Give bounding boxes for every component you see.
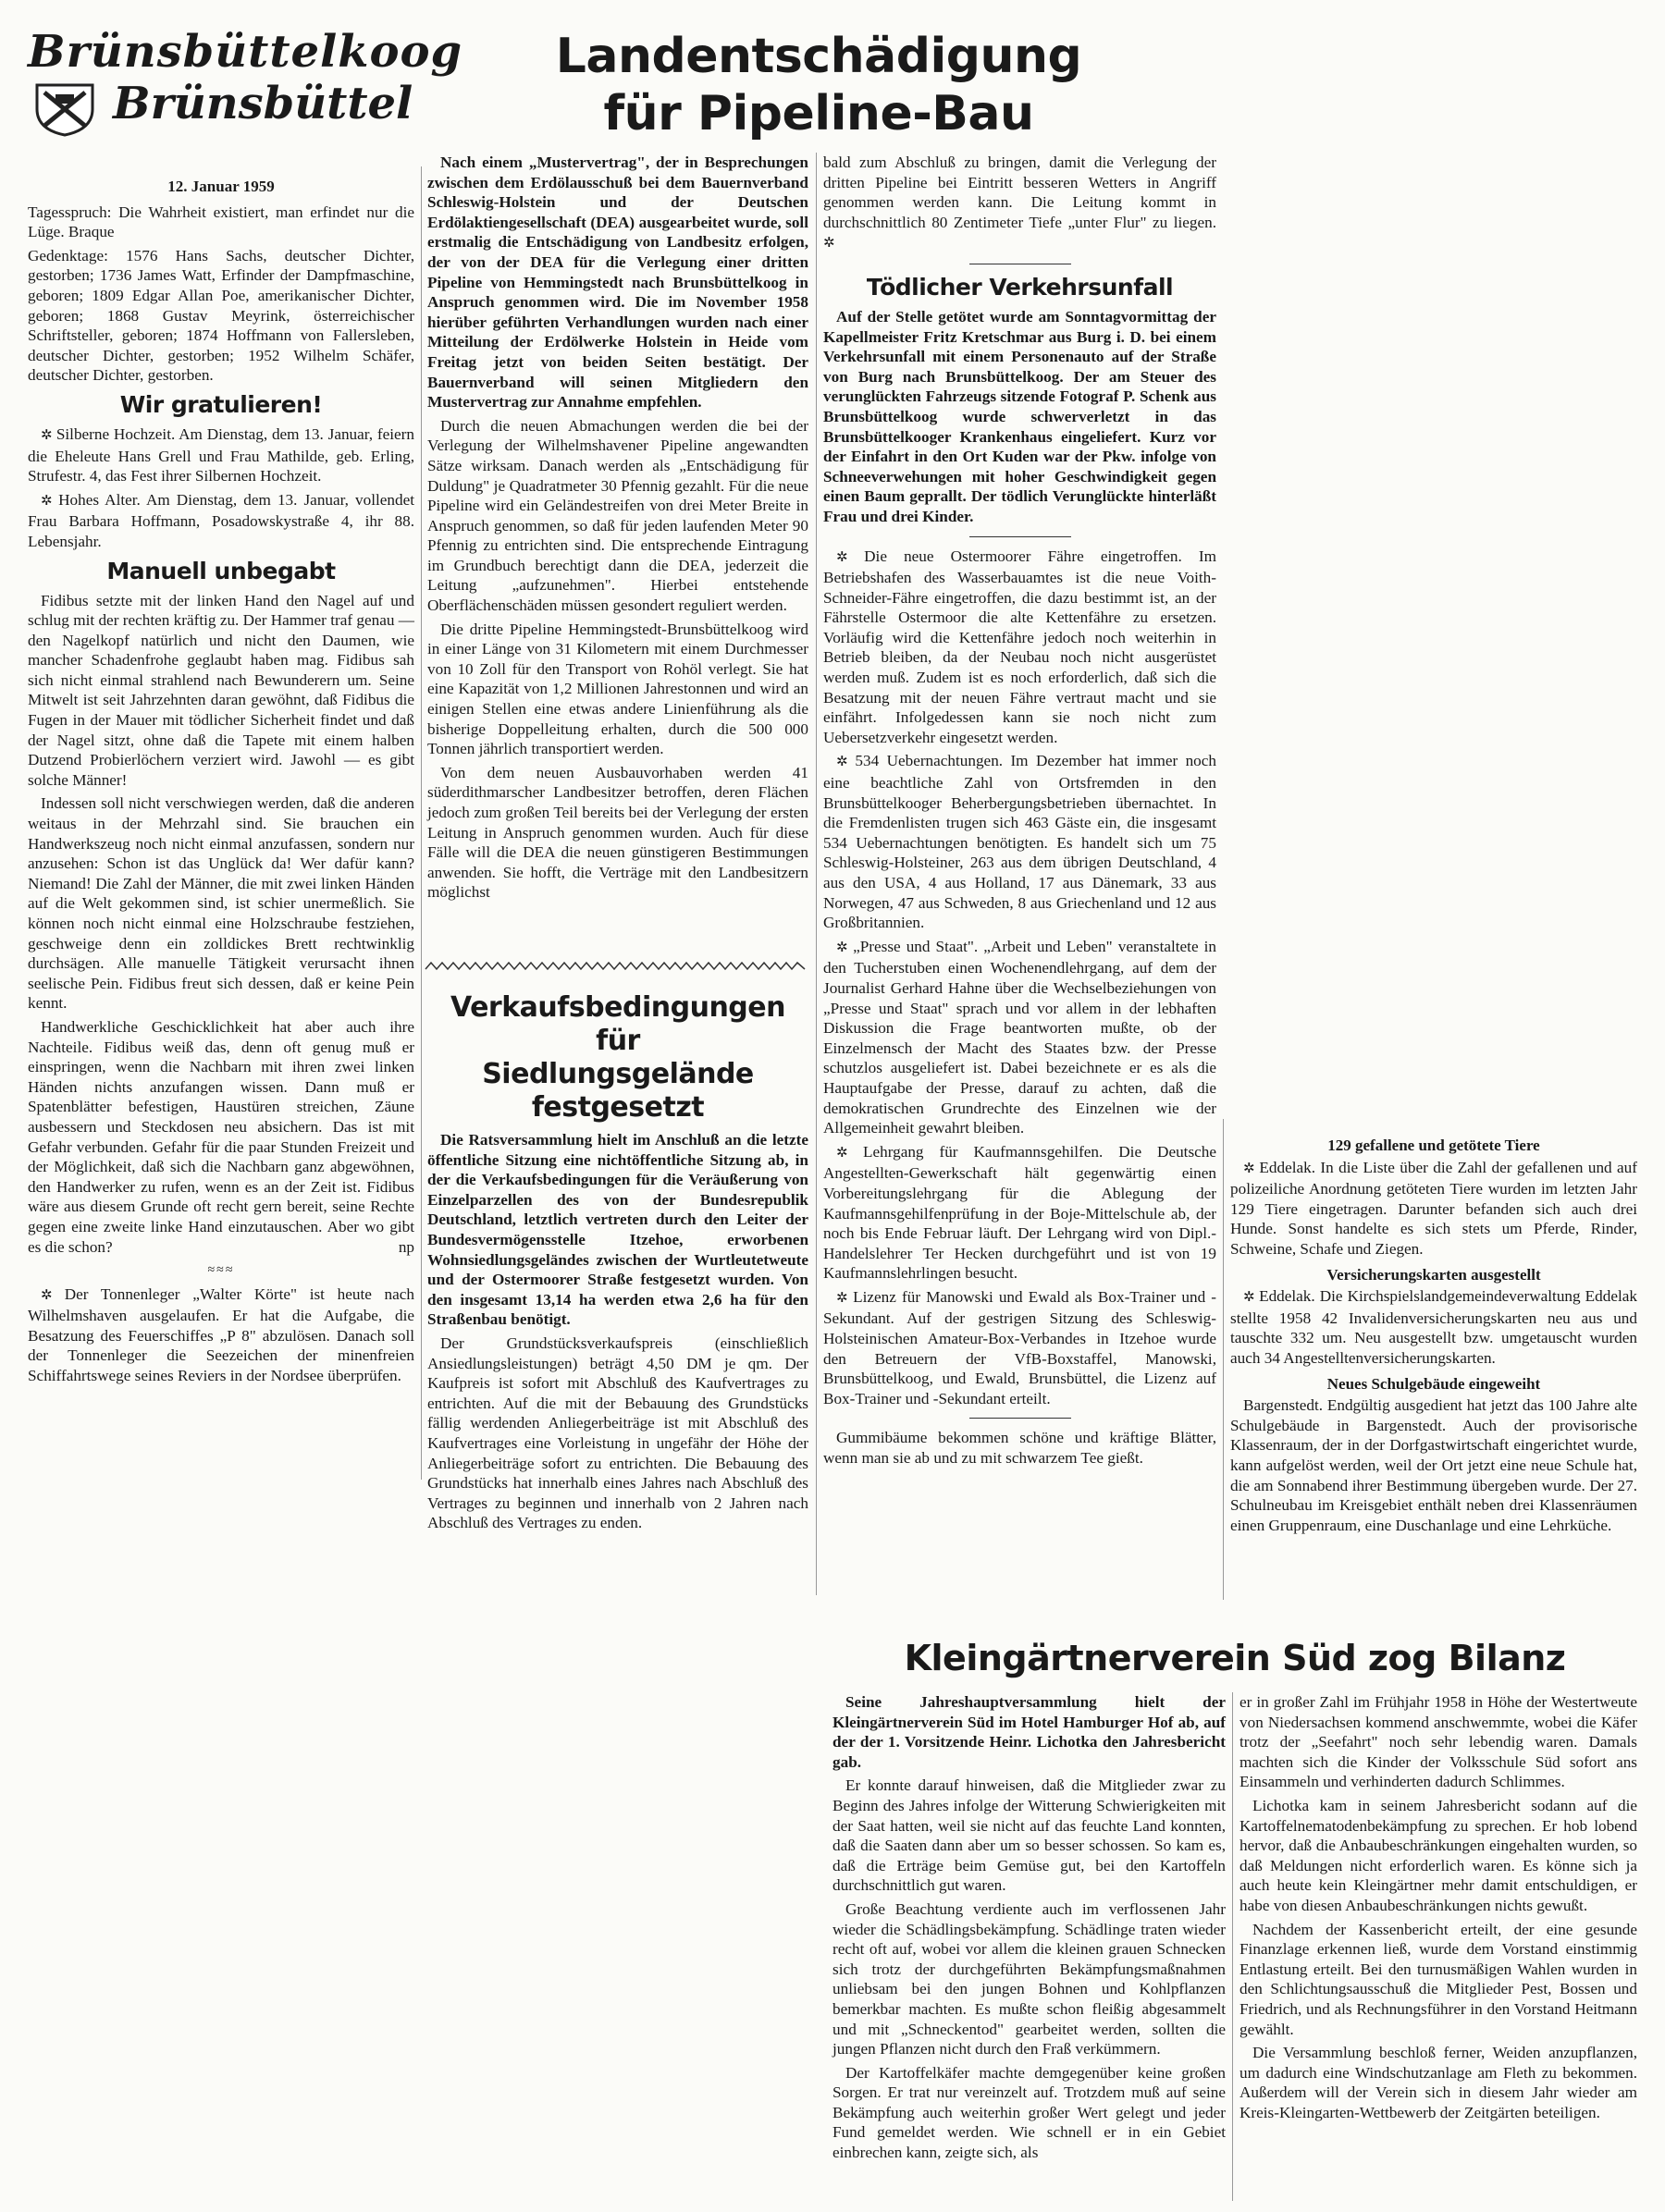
pipeline-lead: Nach einem „Mustervertrag", der in Besprechungen zwischen dem Erdölausschuß bei dem Bauernverband Schleswig-Holstein und der Deutschen Erdölaktiengesellschaft (DEA) ausgearbeitet wurde, soll erstmalig die Entschädigung von Landbesitz erfolgen, der von der DEA für die Verlegung einer dritten Pipeline von Hemmingstedt nach Brunsbüttelkoog in Anspruch genommen wird. Die im November 1958 hierüber geführten Verhandlungen wurden nach einer Mitteilung der Erdölwerke Holstein in Heide vom Freitag jetzt von beiden Seiten bestätigt. Der Bauernverband will seinen Mitgliedern den Mustervertrag zur Annahme empfehlen.	[427, 154, 808, 412]
star-icon: ✲	[823, 236, 835, 252]
manuell-heading: Manuell unbegabt	[106, 557, 336, 584]
star-icon: ✲	[836, 549, 865, 565]
manuell-paragraph-1: Fidibus setzte mit der linken Hand den Nagel auf und schlug mit der rechten kräftig zu. Der Hammer traf genau — den Nagelkopf natürlich und nicht den Daumen, wie mancher Schadenfrohe geglaubt haben mag. Fidibus sah sich nicht einmal strahlend nach Bewunderern um. Seine Mitwelt ist seit Jahrzehnten daran gewöhnt, daß Fidibus die Fugen in der Mauer mit tödlicher Sicherheit findet und daß der Nagel sitzt, ohne daß die Tapete mit einem halben Dutzend Probierlöchern verziert wird. Jawohl — es gibt solche Männer!	[28, 591, 414, 789]
tonnenleger-item: ✲ Der Tonnenleger „Walter Körte" ist heute nach Wilhelmshaven ausgelaufen. Er hat die Aufgabe, die Besatzung des Feuerschiffes „P 8" abzulösen. Danach soll der Tonnenleger die Seezeichen der minenfreien Schiffahrtswege seines Reviers in der Nordsee überprüfen.	[28, 1284, 414, 1385]
unfall-lead: Auf der Stelle getötet wurde am Sonntagvormittag der Kapellmeister Fritz Kretschmar aus Burg i. D. bei einem Verkehrsunfall mit einem Personenauto auf der Straße von Burg nach Brunsbüttelkoog. Der am Steuer des verunglückten Fahrzeugs sitzende Fotograf P. Schenk aus Brunsbüttelkoog wurde schwerverletzt in das Brunsbüttelkooger Krankenhaus eingeliefert. Kurz vor der Einfahrt in den Ort Kuden war der Pkw. infolge von Schneeverwehungen mit hoher Geschwindigkeit gegen einen Baum geprallt. Der tödlich Verunglückte hinterläßt Frau und drei Kinder.	[823, 307, 1216, 525]
divider-wave: ≈≈≈	[207, 1263, 235, 1278]
star-icon: ✲	[41, 427, 56, 443]
kleingarten-paragraph-5: Lichotka kam in seinem Jahresbericht sodann auf die Kartoffelnematodenbekämpfung zu sprechen. Er hob lobend hervor, daß die Anbaubeschränkungen eingehalten wurden, so daß Meldungen nicht erforderlich waren. Es könne sich ja auch heute kein Kleingärtner mehr damit entschuldigen, er habe von diesen Anbaubeschränkungen nichts gewußt.	[1240, 1796, 1637, 1914]
manuell-paragraph-3: Handwerkliche Geschicklichkeit hat aber auch ihre Nachteile. Fidibus weiß das, denn oft genug muß er einspringen, wenn die Nachbarn mit ihren zwei linken Händen nichts anzufangen wissen. Dann muß er Spatenblätter befestigen, Haustüren streichen, Zäune ausbessern und Steckdosen neu absichern. Das ist mit Gefahr verbunden. Gefahr für die paar Stunden Freizeit und der Möglichkeit, daß sich die Nachbarn ganz abgewöhnen, den Handwerker zu rufen, wenn es an der Zeit ist. Fidibus wäre aus diesem Grunde oft recht gern bereit, seine Rechte gegen eine zweite linke Hand einzutauschen. Aber wo gibt es die schon? np	[28, 1017, 414, 1256]
author-signature: np	[398, 1237, 414, 1256]
divider-rule	[969, 1418, 1071, 1419]
pipeline-paragraph-1: Durch die neuen Abmachungen werden die bei der Verlegung der Wilhelmshavener Pipeline angewandten Sätze wirksam. Danach werden als „Entschädigung für Duldung" je Quadratmeter 30 Pfennig gezahlt. Für die neue Pipeline wird ein Geländestreifen von drei Meter Breite in Anspruch genommen, so daß für jeden laufenden Meter 90 Pfennig zu entrichten sind. Die entsprechende Eintragung im Grundbuch berechtigt dann die DEA, jederzeit die Leitung „aufzunehmen". Hierbei entstehende Oberflächenschäden müssen gesondert reguliert werden.	[427, 416, 808, 615]
column-local-news	[28, 171, 414, 1466]
pipeline-paragraph-4: bald zum Abschluß zu bringen, damit die Verlegung der dritten Pipeline bei Eintritt besseren Wetters in Angriff genommen werden kann. Die Leitung kommt in durchschnittlich 80 Zentimeter Tiefe „unter Flur" zu liegen. ✲	[823, 154, 1216, 252]
column-news	[823, 153, 1216, 1595]
tiere-item: ✲ Eddelak. In die Liste über die Zahl der gefallenen und auf polizeiliche Anordnung getöteten Tiere wurden im letzten Jahr 129 Tiere eingetragen. Darunter befanden sich auch drei Hunde. Sonst handelte es sich stets um Pferde, Rinder, Schweine, Schafe und Ziegen.	[1230, 1158, 1637, 1258]
versicherung-item: ✲ Eddelak. Die Kirchspielslandgemeindeverwaltung Eddelak stellte 1958 42 Invalidenversicherungskarten neu aus und tauschte 332 um. Neu ausgestellt bzw. umgetauscht wurden auch 34 Angestelltenversicherungskarten.	[1230, 1287, 1637, 1367]
column-rule	[816, 153, 817, 1595]
kleingarten-paragraph-6: Nachdem der Kassenbericht erteilt, der eine gesunde Finanzlage erkennen ließ, wurde dem Vorstand einstimmig Entlastung erteilt. Bei den turnusmäßigen Wahlen wurden in den Schlichtungsausschuß die Mitglieder Pest, Bossen und Friedrich, und als Rechnungsführer in den Vorstand Heitmann gewählt.	[1240, 1920, 1637, 2038]
star-icon: ✲	[836, 1145, 863, 1161]
star-icon: ✲	[836, 940, 854, 955]
column-kleingarten-1	[832, 1692, 1226, 2201]
issue-date: 12. Januar 1959	[167, 178, 275, 195]
coat-of-arms-icon	[28, 81, 102, 137]
column-eddelak	[1230, 1130, 1637, 1620]
column-kleingarten-2	[1240, 1692, 1637, 2201]
verkauf-headline: Verkaufsbedingungen für Siedlungsgelände festgesetzt	[450, 991, 785, 1124]
kleingarten-paragraph-7: Die Versammlung beschloß ferner, Weiden anzupflanzen, um dadurch eine Windschutzanlage am Fleth zu bekommen. Außerdem will der Verein sich in diesem Jahr wieder am Kreis-Kleingarten-Wettbewerb der Zeitgärten beteiligen.	[1240, 2044, 1637, 2121]
kleingarten-paragraph-4: er in großer Zahl im Frühjahr 1958 in Höhe der Westertweute von Niedersachsen kommend anschwemmte, wobei die Käfer trotz der „Seefahrt" noch sehr lebendig waren. Damals machten sich die Kinder der Volksschule Süd sofort ans Einsammeln und verhinderten dadurch Schlimmes.	[1240, 1693, 1637, 1791]
column-pipeline	[427, 153, 808, 966]
kleingarten-paragraph-3: Der Kartoffelkäfer machte demgegenüber keine großen Sorgen. Er trat nur vereinzelt auf. Trotzdem muß auf seine Bekämpfung auch weiterhin großer Wert gelegt und jeder Fund gemeldet werden. Wie schnell er in ein Gebiet einbrechen kann, zeigte sich, als	[832, 2063, 1226, 2162]
star-icon: ✲	[41, 1287, 65, 1303]
gedenktage: Gedenktage: 1576 Hans Sachs, deutscher Dichter, gestorben; 1736 James Watt, Erfinder der Dampfmaschine, geboren; 1809 Edgar Allan Poe, amerikanischer Dichter, geboren; 1868 Gustav Meyrink, österreichischer Schriftsteller, geboren; 1874 Hoffmann von Fallersleben, deutscher Dichter, gestorben; 1952 Wilhelm Schäfer, deutscher Dichter, gestorben.	[28, 246, 414, 385]
pipeline-paragraph-2: Die dritte Pipeline Hemmingstedt-Brunsbüttelkoog wird in einer Länge von 31 Kilometern mit einem Durchmesser von 10 Zoll für den Transport von Rohöl verlegt. Sie hat eine Kapazität von 1,2 Millionen Jahrestonnen und wird an einigen Stellen eine etwas andere Linienführung als die bisherige Doppelleitung erhalten, durch die 500 000 Tonnen jährlich transportiert werden.	[427, 620, 808, 758]
gratulieren-item-1: ✲ Silberne Hochzeit. Am Dienstag, dem 13. Januar, feiern die Eheleute Hans Grell und Frau Mathilde, geb. Erling, Strufestr. 4, das Fest ihrer Silbernen Hochzeit.	[28, 424, 414, 485]
faehre-item: ✲ Die neue Ostermoorer Fähre eingetroffen. Im Betriebshafen des Wasserbauamtes ist die neue Voith-Schneider-Fähre eingetroffen, die dazu bestimmt ist, an der Fährstelle Ostermoor die alte Kettenfähre zu ersetzen. Vorläufig wird die Kettenfähre jedoch noch weiterhin in Betrieb bleiben, da der Neubau noch nicht ausgerüstet werden muß. Zudem ist es noch erforderlich, daß sich die Besatzung mit der neuen Fähre vertraut macht und sie einfährt. Infolgedessen kann sie noch nicht zum Uebersetzverkehr eingesetzt werden.	[823, 547, 1216, 746]
schule-item: Bargenstedt. Endgültig ausgedient hat jetzt das 100 Jahre alte Schulgebäude in Bargenstedt. Auch der provisorische Klassenraum, der in der Dorfgastwirtschaft eingerichtet wurde, kann aufgelöst werden, weil der Ort jetzt eine neue Schule hat, die am Sonnabend ihrer Bestimmung übergeben wurde. Der 27. Schulneubau im Kreisgebiet enthält neben drei Klassenräumen einen Gruppenraum, eine Duschanlage und eine Lehrküche.	[1230, 1396, 1637, 1534]
divider-zigzag	[426, 960, 805, 973]
lizenz-item: ✲ Lizenz für Manowski und Ewald als Box-Trainer und -Sekundant. Auf der gestrigen Sitzung des Schleswig-Holsteinischen Amateur-Box-Verbandes in Itzehoe wurde den Betreuern der VfB-Boxstaffel, Manowski, Brunsbüttelkoog, und Ewald, Brunsbüttel, die Lizenz auf Box-Trainer und -Sekundant erteilt.	[823, 1287, 1216, 1407]
gratulieren-heading: Wir gratulieren!	[119, 390, 323, 418]
gummibaum-tip: Gummibäume bekommen schöne und kräftige Blätter, wenn man sie ab und zu mit schwarzem Tee gießt.	[823, 1429, 1216, 1468]
presse-item: ✲ „Presse und Staat". „Arbeit und Leben" veranstaltete in den Tucherstuben einen Wochenendlehrgang, auf dem der Journalist Gerhard Hahne über die Wechselbeziehungen von „Presse und Staat" sprach und vor allem in der lebhaften Diskussion die Frage beantworten mußte, ob der Einzelmensch der Macht des Staates bzw. der Presse schutzlos ausgeliefert ist. Dabei bezeichnete er es als die Hauptaufgabe der Presse, darauf zu achten, daß die demokratischen Grundrechte des Einzelnen wie der Allgemeinheit gewahrt bleiben.	[823, 937, 1217, 1137]
star-icon: ✲	[836, 1290, 854, 1306]
kleingarten-lead: Seine Jahreshauptversammlung hielt der Kleingärtnerverein Süd im Hotel Hamburger Hof ab, auf der der 1. Vorsitzende Heinr. Lichotka den Jahresbericht gab.	[832, 1693, 1226, 1771]
divider-rule	[969, 536, 1071, 537]
versicherung-heading: Versicherungskarten ausgestellt	[1326, 1265, 1541, 1284]
column-rule	[1232, 1692, 1233, 2201]
manuell-paragraph-2: Indessen soll nicht verschwiegen werden, daß die anderen weitaus in der Mehrzahl sind. Sie brauchen ein Handwerkszeug noch nicht einmal anzufassen, sondern nur anzusehen: Schon ist das Unglück da! Wer dafür kann? Niemand! Die Zahl der Männer, die mit zwei linken Händen auf die Welt gekommen sind, ist schier unermeßlich. Sie können noch nicht einmal eine Holzschraube festziehen, geschweige denn ein zolldickes Brett rechtwinklig durchsägen. Alle manuelle Tätigkeit verursacht ihnen seelische Pein. Fidibus freut sich dessen, daß er keine Pein kennt.	[28, 794, 414, 1013]
masthead-title-line2: Brünsbüttel	[113, 78, 413, 129]
verkauf-lead: Die Ratsversammlung hielt im Anschluß an die letzte öffentliche Sitzung eine nichtöffentliche Sitzung ab, in der die Verkaufsbedingungen für die Veräußerung von Einzelparzellen des von der Bundesrepublik Deutschland, letztlich vertreten durch den Leiter der Bundesvermögensstelle Itzehoe, erworbenen Wohnsiedlungsgeländes zwischen der Wurtleutetweute und der Ostermoorer Straße festgesetzt wurden. Von den insgesamt 13,14 ha werden etwa 2,6 ha für den Straßenbau benötigt.	[427, 1131, 808, 1329]
tiere-heading: 129 gefallene und getötete Tiere	[1327, 1137, 1540, 1154]
gratulieren-item-2: ✲ Hohes Alter. Am Dienstag, dem 13. Januar, vollendet Frau Barbara Hoffmann, Posadowskystraße 4, ihr 88. Lebensjahr.	[28, 490, 414, 550]
masthead-title-line1: Brünsbüttelkoog	[28, 26, 463, 78]
kleingarten-paragraph-2: Große Beachtung verdiente auch im verflossenen Jahr wieder die Schädlingsbekämpfung. Schädlinge traten wieder recht oft auf, wobei vor allem die kleinen grauen Schnecken sich trotz der durchgeführten Bekämpfungsmaßnahmen unliebsam bei den jungen Bohnen und Kohlpflanzen bemerkbar machten. Es mußte schon fleißig abgesammelt und mit „Schneckentod" gearbeitet werden, sollten die jungen Pflanzen nicht durch den Fraß verkümmern.	[832, 1899, 1226, 2058]
masthead	[28, 26, 463, 165]
star-icon: ✲	[41, 493, 59, 509]
kleingarten-headline: Kleingärtnerverein Süd zog Bilanz	[904, 1638, 1566, 1678]
column-rule	[421, 166, 422, 1480]
pipeline-paragraph-3: Von dem neuen Ausbauvorhaben werden 41 süderdithmarscher Landbesitzer betroffen, deren Flächen jedoch zum großen Teil bereits bei der Verlegung der ersten Leitung in Anspruch genommen wurden. Auch für diese Fälle will die DEA die neuen günstigeren Bestimmungen anwenden. Sie hofft, die Verträge mit den Landbesitzern möglichst	[427, 763, 808, 902]
star-icon: ✲	[836, 755, 856, 770]
tagesspruch: Tagesspruch: Die Wahrheit existiert, man erfindet nur die Lüge. Braque	[28, 203, 414, 241]
verkauf-paragraph-1: Der Grundstücksverkaufspreis (einschließlich Ansiedlungsleistungen) beträgt 4,50 DM je qm. Der Kaufpreis ist sofort mit Abschluß des Kaufvertrages zu entrichten. Auf die mit der Bebauung des Grundstücks fällig werdenden Anliegerbeiträge ist mit Abschluß des Kaufvertrages eine Vorleistung in ungefähr der Höhe der Anliegerbeiträge sofort zu entrichten. Die Bebauung des Grundstücks hat innerhalb eines Jahres nach Abschluß des Vertrages zu beginnen und innerhalb von 2 Jahren nach Abschluß des Vertrages zu enden.	[427, 1333, 808, 1532]
column-verkauf	[427, 991, 808, 1532]
star-icon: ✲	[1243, 1161, 1260, 1176]
unfall-headline: Tödlicher Verkehrsunfall	[866, 273, 1174, 301]
pipeline-headline: Landentschädigung für Pipeline-Bau	[555, 29, 1082, 141]
schule-heading: Neues Schulgebäude eingeweiht	[1326, 1374, 1541, 1393]
column-rule	[1223, 1119, 1224, 1600]
star-icon: ✲	[1243, 1290, 1260, 1306]
uebernachtungen-item: ✲ 534 Uebernachtungen. Im Dezember hat immer noch eine beachtliche Zahl von Ortsfremden in den Brunsbüttelkooger Beherbergungsbetrieben übernachtet. In die Fremdenlisten trugen sich 463 Gäste ein, die insgesamt 534 Uebernachtungen benötigten. Es handelt sich um 75 Schleswig-Holsteiner, 263 aus dem übrigen Deutschland, 4 aus den USA, 4 aus Holland, 17 aus Dänemark, 33 aus Norwegen, 47 aus Schweden, 8 aus Griechenland und 12 aus Großbritannien.	[823, 752, 1216, 932]
lehrgang-item: ✲ Lehrgang für Kaufmannsgehilfen. Die Deutsche Angestellten-Gewerkschaft hält gegenwärtig einen Vorbereitungslehrgang für die Ablegung der Kaufmannsgehilfenprüfung in der Boje-Mittelschule ab, der noch bis Ende Februar läuft. Der Lehrgang wird von Dipl.-Handelslehrer Ter Hecken durchgeführt und ist von 19 Kaufmannslehrlingen besucht.	[823, 1142, 1216, 1283]
kleingarten-paragraph-1: Er konnte darauf hinweisen, daß die Mitglieder zwar zu Beginn des Jahres infolge der Witterung Schwierigkeiten mit der Saat hatten, weil sie nicht auf das feuchte Land konnten, daß die Saaten dann aber um so besser schossen. So kam es, daß die Erträge beim Gemüse gut, bei den Kartoffeln durchschnittlich gut waren.	[832, 1776, 1226, 1895]
